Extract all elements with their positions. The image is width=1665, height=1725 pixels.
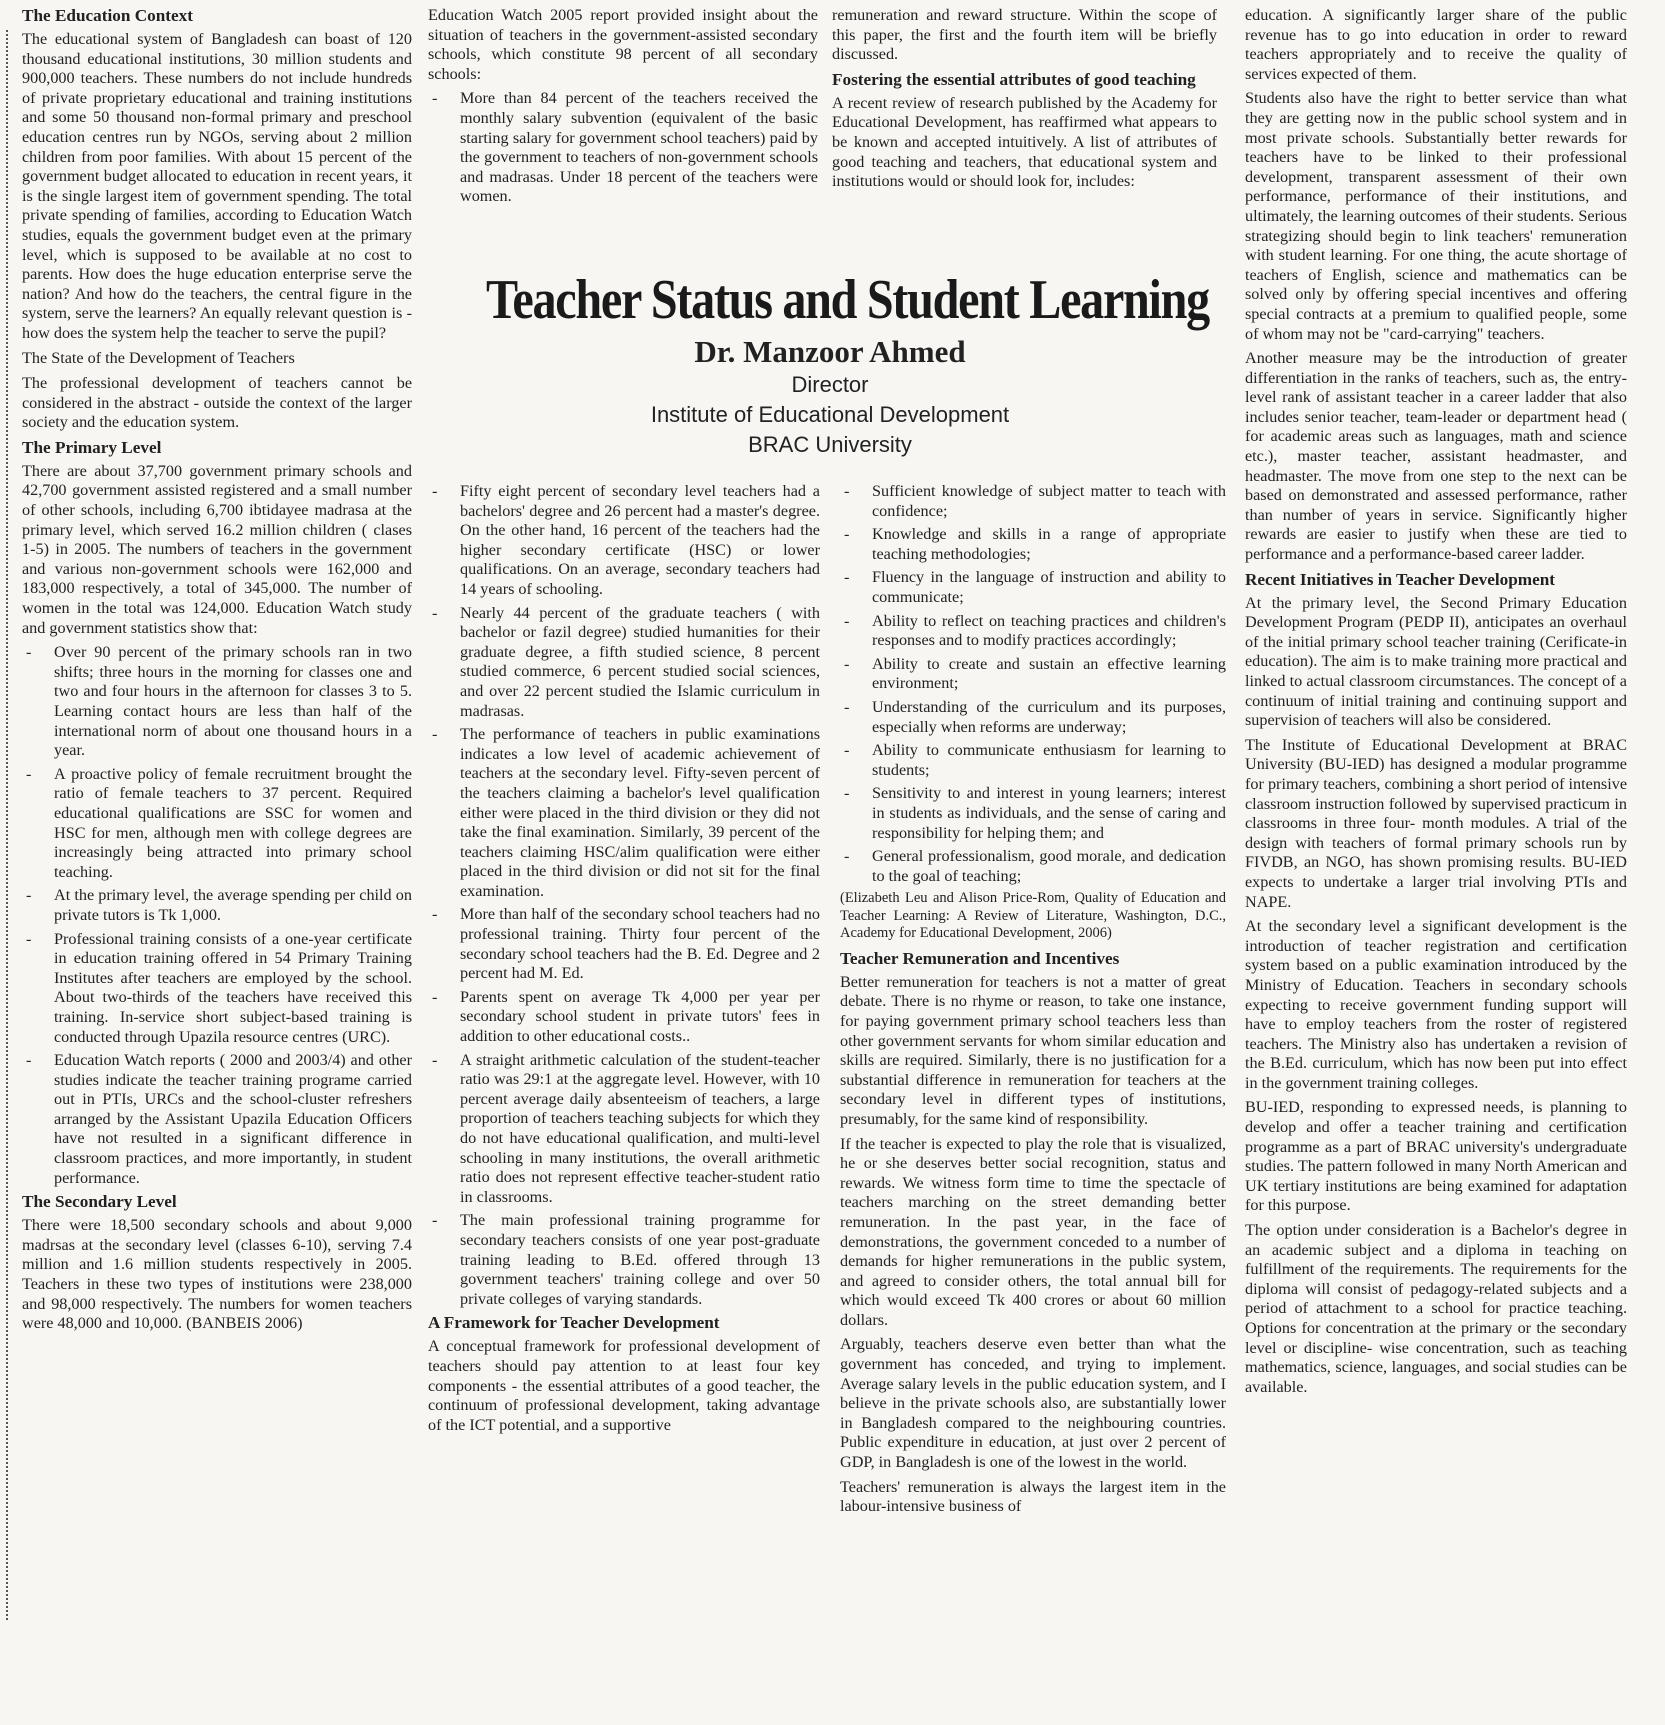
column-1 [22, 6, 412, 1718]
paragraph: At the primary level, the Second Primary Education Development Program (PEDP II), anticipates an overhaul of the initial primary school teacher training (Cerificate-in education). The aim is to make training more practical and linked to actual classroom circumstances. The concept of a continuum of initial training and continuing support and supervision of teachers will also be considered. [1245, 593, 1627, 730]
paragraph: If the teacher is expected to play the role that is visualized, he or she deserves better social recognition, status and rewards. We witness form time to time the spectacle of teachers marching on the street demanding better remuneration. In the past year, in the face of demonstrations, the government conceded to a number of demands for higher remunerations in the public system, and agreed to consider others, the total annual bill for which would exceed Tk 400 crores or about 60 million dollars. [840, 1134, 1226, 1329]
column-2-bottom [428, 482, 820, 1718]
column-3-bottom [840, 482, 1226, 1718]
heading-recent-initiatives: Recent Initiatives in Teacher Development [1245, 569, 1555, 589]
heading-fostering-attributes: Fostering the essential attributes of good teaching [832, 69, 1196, 89]
list-item: - The performance of teachers in public examinations indicates a low level of academic achievement of teachers at the secondary level. Fifty-seven percent of the teachers claiming a bachelor's level qualification either were placed in the third division or they did not take the final examination. Similarly, 39 percent of the teachers claiming HSC/alim qualification were either placed in the third division or did not sit for the final examination. [428, 725, 820, 901]
heading-primary-level: The Primary Level [22, 437, 162, 457]
paragraph: The Institute of Educational Development at BRAC University (BU-IED) has designed a modular programme for primary teachers, combining a short period of intensive classroom instruction followed by supervised practicum in classrooms in three four- month modules. A trial of the design with teachers of formal primary schools run by FIVDB, an NGO, has shown promising results. BU-IED expects to undertake a larger trial involving PTIs and NAPE. [1245, 735, 1627, 911]
list-item: - Understanding of the curriculum and its purposes, especially when reforms are underway; [840, 698, 1226, 737]
bullet-list [428, 89, 818, 207]
bullet-list-attributes [840, 482, 1226, 886]
column-3-top [832, 6, 1217, 256]
paragraph: Arguably, teachers deserve even better than what the government has conceded, and trying to implement. Average salary levels in the public education system, and I believe in the private schools also, are substantially lower in Bangladesh compared to the neighbouring countries. Public expenditure in education, at just over 2 percent of GDP, in Bangladesh is one of the lowest in the world. [840, 1335, 1226, 1472]
paragraph: The option under consideration is a Bachelor's degree in an academic subject and a diploma in teaching on fulfillment of the requirements. The requirements for the diploma will consist of pedagogy-related subjects and a period of attachment to a school for practice teaching. Options for concentration at the primary or the secondary level or discipline- wise concentration, such as teaching mathematics, science, languages, and social studies can be available. [1245, 1221, 1627, 1396]
paragraph: The professional development of teachers cannot be considered in the abstract - outside the context of the larger society and the education system. [22, 374, 412, 432]
heading-framework: A Framework for Teacher Development [428, 1313, 720, 1333]
citation: (Elizabeth Leu and Alison Price-Rom, Quality of Education and Teacher Learning: A Review of Literature, Washington, D.C., Academy for Educational Development, 2006) [840, 890, 1226, 942]
heading-secondary-level: The Secondary Level [22, 1192, 177, 1212]
paragraph: Education Watch 2005 report provided insight about the situation of teachers in the government-assisted secondary schools, which constitute 98 percent of all secondary schools: [428, 6, 818, 83]
list-item: - Ability to reflect on teaching practices and children's responses and to modify practices accordingly; [840, 612, 1226, 651]
list-item: - More than 84 percent of the teachers received the monthly salary subvention (equivalent of the basic starting salary for government school teachers) paid by the government to teachers of non-government schools and madrasas. Under 18 percent of the teachers were women. [428, 89, 818, 207]
paragraph: At the secondary level a significant development is the introduction of teacher registration and certification system based on a public examination introduced by the Ministry of Education. Teachers in secondary schools expecting to receive government funding support will have to employ teachers from the roster of registered teachers. The Ministry also has undertaken a revision of the B.Ed. curriculum, which has now been put into effect in the government training colleges. [1245, 917, 1627, 1092]
article-masthead [430, 268, 1230, 468]
list-item: - Knowledge and skills in a range of appropriate teaching methodologies; [840, 525, 1226, 564]
subheading-development-of-teachers: The State of the Development of Teachers [22, 348, 295, 367]
author-name: Dr. Manzoor Ahmed [694, 334, 966, 369]
paragraph: Another measure may be the introduction of greater differentiation in the ranks of teachers, such as, the entry-level rank of assistant teacher in a career ladder that also includes senior teacher, team-leader or department head ( for academic areas such as languages, math and science etc.), master teacher, assistant headmaster, and headmaster. The move from one step to the next can be based on demonstrated and assessed performance, rather than number of years in service. Significantly higher rewards are easier to justify when these are tied to performance and a performance-based career ladder. [1245, 349, 1627, 564]
list-item: - Ability to communicate enthusiasm for learning to students; [840, 741, 1226, 780]
heading-education-context: The Education Context [22, 6, 193, 25]
paragraph: The educational system of Bangladesh can boast of 120 thousand educational institutions, 30 million students and 900,000 teachers. These numbers do not include hundreds of private proprietary educational and training institutions and some 50 thousand non-formal primary and preschool education centres run by NGOs, serving about 2 million children from poor families. With about 15 percent of the government budget allocated to education in recent years, it is the single largest item of government spending. The total private spending of families, according to Education Watch studies, equals the government budget even at the primary level, which is supposed to be available at no cost to parents. How does the huge education enterprise serve the nation? And how do the teachers, the central figure in the system, serve the learners? An equally relevant question is - how does the system help the teacher to serve the pupil? [22, 30, 412, 342]
list-item: - The main professional training programme for secondary teachers consists of one year post-graduate training leading to B.Ed. offered through 13 government teachers' training college and over 50 private colleges of varying standards. [428, 1211, 820, 1309]
list-item: - Education Watch reports ( 2000 and 2003/4) and other studies indicate the teacher training programe carried out in PTIs, URCs and the school-cluster refreshers arranged by the Assistant Upazila Education Officers have not resulted in a significant difference in classroom practices, and more importantly, in student performance. [22, 1051, 412, 1188]
paragraph: A conceptual framework for professional development of teachers should pay attention to at least four key components - the essential attributes of a good teacher, the continuum of professional development, taking advantage of the ICT potential, and a supportive [428, 1337, 820, 1434]
heading-remuneration: Teacher Remuneration and Incentives [840, 948, 1120, 968]
paragraph: Teachers' remuneration is always the largest item in the labour-intensive business of [840, 1477, 1226, 1516]
list-item: - Fifty eight percent of secondary level teachers had a bachelors' degree and 26 percent had a master's degree. On the other hand, 16 percent of the teachers had the higher secondary certificate (HSC) or lower qualifications. On an average, secondary teachers had 14 years of schooling. [428, 482, 820, 600]
list-item: - Ability to create and sustain an effective learning environment; [840, 655, 1226, 694]
list-item: - Over 90 percent of the primary schools ran in two shifts; three hours in the morning for classes one and two and four hours in the afternoon for classes 3 to 5. Learning contact hours are less than half of the international norm of about one thousand hours in a year. [22, 643, 412, 761]
list-item: - More than half of the secondary school teachers had no professional training. Thirty four percent of the secondary school teachers had the B. Ed. Degree and 2 percent had M. Ed. [428, 905, 820, 983]
list-item: - Parents spent on average Tk 4,000 per year per secondary school student in private tutors' fees in addition to other educational costs.. [428, 988, 820, 1047]
article-title: Teacher Status and Student Learning [486, 269, 1209, 331]
column-dotted-rule [6, 30, 10, 1620]
list-item: - A straight arithmetic calculation of the student-teacher ratio was 29:1 at the aggregate level. However, with 10 percent average daily absenteeism of teachers, a large proportion of teachers teaching subjects for which they do not have educational qualification, and multi-level schooling in many institutions, the overall arithmetic ratio does not represent effective teacher-student ratio in classrooms. [428, 1051, 820, 1208]
paragraph: A recent review of research published by the Academy for Educational Development, has reaffirmed what appears to be known and accepted intuitively. A list of attributes of good teaching and teachers, that educational system and institutions would or should look for, includes: [832, 93, 1217, 191]
list-item: - Sufficient knowledge of subject matter to teach with confidence; [840, 482, 1226, 521]
list-item: - A proactive policy of female recruitment brought the ratio of female teachers to 37 percent. Required educational qualifications are SSC for women and HSC for men, although men with college degrees are increasingly being attracted into primary school teaching. [22, 765, 412, 883]
bullet-list-primary [22, 643, 412, 1188]
paragraph: Better remuneration for teachers is not a matter of great debate. There is no rhyme or reason, to take one instance, for paying government primary school teachers less than other government servants for whom similar education and skills are required. Similarly, there is no justification for a substantial difference in remuneration for teachers at the secondary level in different types of institutions, presumably, for the same kind of responsibility. [840, 972, 1226, 1128]
author-university: BRAC University [748, 432, 912, 457]
list-item: - Professional training consists of a one-year certificate in education training offered in 54 Primary Training Institutes after teachers are employed by the school. About two-thirds of the teachers have received this training. In-service short subject-based training is conducted through Upazila resource centres (URC). [22, 930, 412, 1048]
paragraph: Students also have the right to better service than what they are getting now in the public school system and in most private schools. Substantially better rewards for teachers have to be linked to their professional development, transparent assessment of their own performance, performance of their institutions, and ultimately, the learning outcomes of their students. Serious strategizing should begin to link teachers' remuneration with student learning. For one thing, the acute shortage of teachers of English, science and mathematics can be solved only by offering special incentives and offering special contracts at a premium to qualified people, some of whom may not be "card-carrying" teachers. [1245, 89, 1627, 343]
column-4 [1245, 6, 1627, 1718]
author-institute: Institute of Educational Development [650, 402, 1010, 427]
paragraph: BU-IED, responding to expressed needs, is planning to develop and offer a teacher training and certification programme as a part of BRAC university's undergraduate studies. The pattern followed in many North American and UK tertiary institutions are being examined for adaptation for this purpose. [1245, 1098, 1627, 1215]
list-item: - At the primary level, the average spending per child on private tutors is Tk 1,000. [22, 886, 412, 925]
paragraph: There are about 37,700 government primary schools and 42,700 government assisted registered and a small number of other schools, including 6,700 ibtidayee madrasa at the primary level, which served 16.2 million children ( clases 1-5) in 2005. The numbers of teachers in the government and various non-government schools were 162,000 and 183,000 respectively, a total of 345,000. The number of women in the total was 124,000. Education Watch study and government statistics show that: [22, 461, 412, 637]
list-item: - Fluency in the language of instruction and ability to communicate; [840, 568, 1226, 607]
column-2-top [428, 6, 818, 256]
author-position: Director [791, 372, 869, 397]
bullet-list-secondary [428, 482, 820, 1309]
paragraph: There were 18,500 secondary schools and about 9,000 madrsas at the secondary level (classes 6-10), serving 7.4 million and 1.6 million students respectively in 2005. Teachers in these two types of institutions were 238,000 and 98,000 respectively. The numbers for women teachers were 48,000 and 10,000. (BANBEIS 2006) [22, 1216, 412, 1333]
list-item: - General professionalism, good morale, and dedication to the goal of teaching; [840, 847, 1226, 886]
list-item: - Sensitivity to and interest in young learners; interest in students as individuals, and the sense of caring and responsibility for helping them; and [840, 784, 1226, 843]
paragraph: education. A significantly larger share of the public revenue has to go into education in order to reward teachers appropriately and to receive the quality of services expected of them. [1245, 6, 1627, 83]
paragraph: remuneration and reward structure. Within the scope of this paper, the first and the fourth item will be briefly discussed. [832, 6, 1217, 64]
list-item: - Nearly 44 percent of the graduate teachers ( with bachelor or fazil degree) studied humanities for their graduate degree, a fifth studied science, 8 percent studied commerce, 6 percent studied social sciences, and over 22 percent studied the Islamic curriculum in madrasas. [428, 604, 820, 722]
